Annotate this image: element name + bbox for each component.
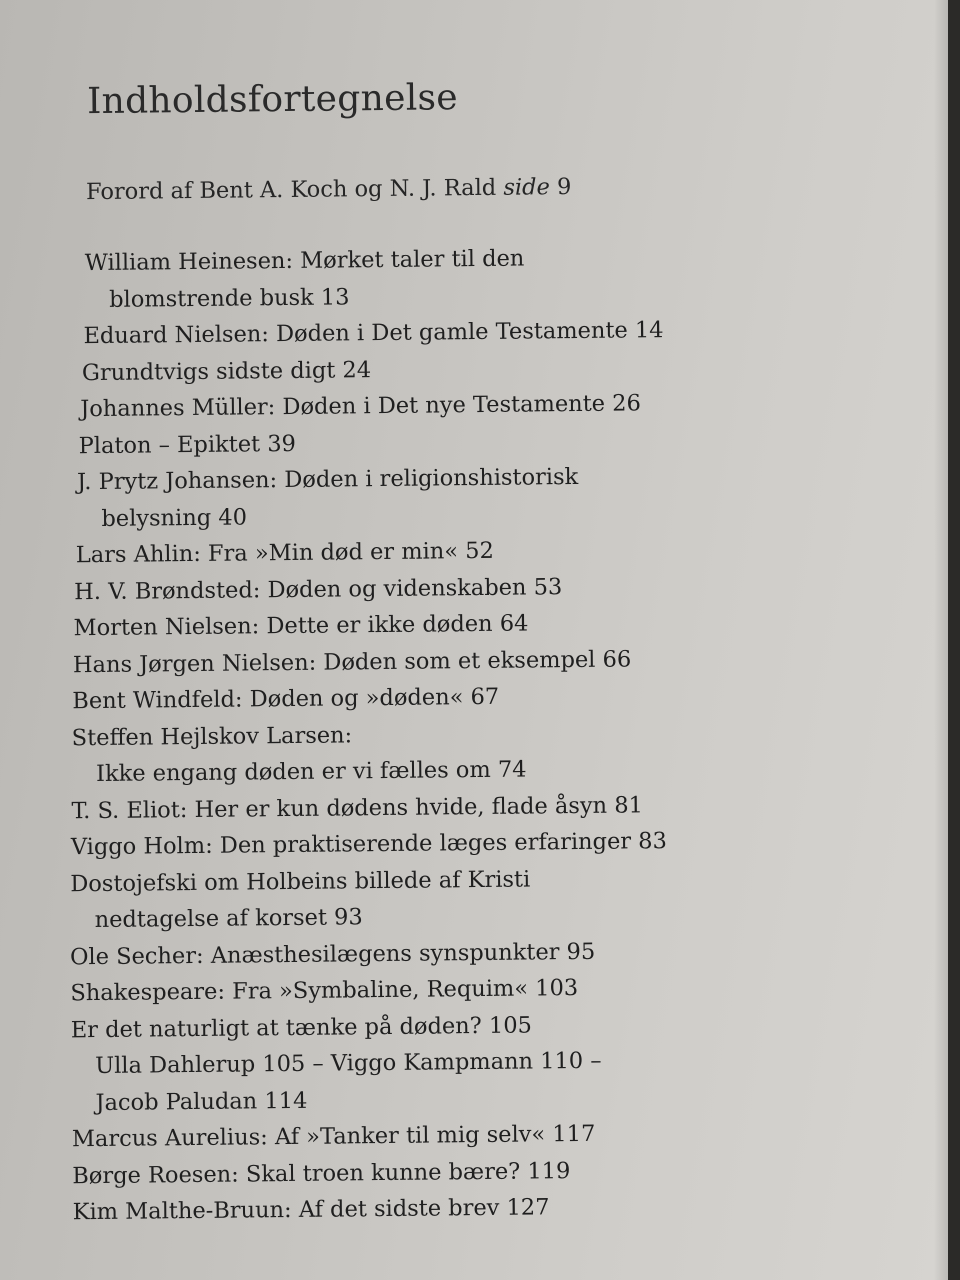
toc-entry-line: Ole Secher: Anæsthesilægens synspunkter 95 [69, 938, 596, 970]
toc-entry-line: Shakespeare: Fra »Symbaline, Requim« 103 [70, 975, 579, 1007]
toc-entry [70, 857, 930, 939]
toc-entry-line: Platon – Epiktet 39 [78, 430, 297, 459]
toc-entries [63, 236, 933, 1230]
toc-entry-line: J. Prytz Johansen: Døden i religionshistorisk [76, 463, 579, 496]
toc-entry [85, 236, 924, 318]
toc-entry [77, 455, 926, 537]
toc-entry [73, 1185, 933, 1231]
toc-entry-line: Marcus Aurelius: Af »Tanker til mig selv« 117 [71, 1120, 596, 1153]
toc-entry-line: Morten Nielsen: Dette er ikke døden 64 [73, 610, 529, 642]
foreword-side-label: side [503, 174, 550, 201]
toc-entry-continuation: blomstrende busk 13 [109, 283, 350, 313]
toc-entry-continuation: Ikke engang døden er vi fælles om 74 [95, 756, 527, 788]
toc-entry-continuation: Jacob Paludan 114 [95, 1087, 308, 1116]
toc-entry-line: Johannes Müller: Døden i Det nye Testamente 26 [80, 390, 641, 423]
toc-entry-line: Kim Malthe-Bruun: Af det sidste brev 127 [72, 1194, 550, 1226]
foreword-entry [86, 174, 572, 205]
toc-entry [71, 1039, 932, 1121]
toc-entry-line: Hans Jørgen Nielsen: Døden som et eksempel 66 [72, 645, 632, 678]
toc-entry-line: H. V. Brøndsted: Døden og videnskaben 53 [74, 573, 563, 605]
toc-entry-line: Ulla Dahlerup 105 – Viggo Kampmann 110 – [95, 1047, 602, 1080]
toc-entry-line: William Heinesen: Mørket taler til den [84, 245, 525, 277]
toc-entry-line: Steffen Hejlskov Larsen: [71, 721, 353, 751]
toc-entry-line: T. S. Eliot: Her er kun dødens hvide, flade åsyn 81 [71, 791, 644, 824]
foreword-page-number: 9 [556, 174, 572, 201]
toc-entry-line: Bent Windfeld: Døden og »døden« 67 [72, 683, 500, 715]
toc-entry-continuation: nedtagelse af korset 93 [94, 904, 363, 934]
toc-entry-line: Lars Ahlin: Fra »Min død er min« 52 [75, 537, 494, 569]
toc-entry-line: Grundtvigs sidste digt 24 [81, 356, 372, 386]
page-title: Indholdsfortegnelse [86, 77, 459, 123]
toc-entry-line: Er det naturligt at tænke på døden? 105 [70, 1011, 533, 1043]
toc-entry-line: Børge Roesen: Skal troen kunne bære? 119 [72, 1157, 571, 1189]
toc-entry-line: Viggo Holm: Den praktiserende læges erfaringer 83 [70, 828, 667, 861]
toc-entry-line: Eduard Nielsen: Døden i Det gamle Testamente 14 [83, 317, 664, 350]
foreword-text: Forord af Bent A. Koch og N. J. Rald [85, 174, 497, 206]
toc-entry [72, 711, 929, 793]
toc-entry-line: Dostojefski om Holbeins billede af Kristi [70, 865, 531, 897]
toc-entry-continuation: belysning 40 [101, 503, 248, 532]
